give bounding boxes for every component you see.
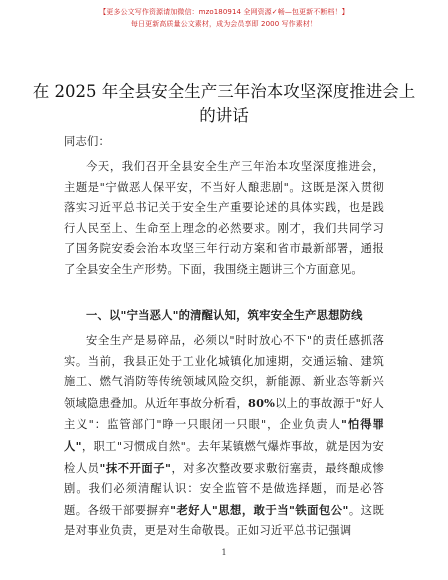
paragraph-text: ，职工"习惯成自然"。去年某镇燃气爆炸事故，就是因为安检人员	[64, 439, 384, 475]
paragraph-text: ，对多次整改要求敷衍塞责，最终酿成惨剧。我们必须清醒认识：安全监管不是做选择题，而是必答题。各级干部要摒弃	[64, 461, 384, 517]
document-title: 在 2025 年全县安全生产三年治本攻坚深度推进会上的讲话	[32, 82, 416, 125]
paragraph-text: 安全生产是易碎品，必须以"时时放心不下"的责任感抓落实。当前，我县正处于工业化城镇化加速期，交通运输、建筑施工、燃气消防等传统领域风险交织，新能源、新业态等新兴领域隐患叠加。从近年事故分析看，	[64, 334, 384, 410]
page-number: 1	[221, 548, 227, 557]
promo-banner	[0, 6, 448, 30]
paragraph-text: 。这既是对事业负责，更是对生命敬畏。正如习近平总书记强调	[64, 503, 384, 538]
section-heading-1-text: 一、以"宁当恶人"的清醒认知，筑牢安全生产思想防线	[86, 308, 363, 322]
promo-banner-line-2: 每日更新高质量公文素材，成为会员享即 2000 写作素材！	[130, 20, 318, 28]
paragraph-intro: 今天，我们召开全县安全生产三年治本攻坚深度推进会，主题是"宁做恶人保平安，不当好人酿悲剧"。这既是深入贯彻落实习近平总书记关于安全生产重要论述的具体实践，也是践行人民至上、生命至上理念的必然要求。刚才，我们共同学习了国务院安委会治本攻坚三年行动方案和省市最新部署，通报了全县安全生产形势。下面，我围绕主题讲三个方面意见。	[64, 160, 384, 276]
paragraph-section-1	[64, 331, 384, 542]
emphasis-text: "抹不开面子"	[99, 460, 172, 475]
section-heading-1	[64, 305, 384, 327]
promo-banner-line-1: 【更多公文写作资源请加微信：mzo180914 全网资源✓畅—包更新不断档！】	[99, 8, 349, 16]
salutation: 同志们：	[64, 135, 110, 148]
emphasis-text: "怕得罪人"	[64, 417, 384, 453]
emphasis-text: 80%	[248, 395, 276, 410]
paragraph-text: 以上的事故源于"好人主义"：监管部门"睁一只眼闭一只眼"，企业负责人	[64, 396, 385, 432]
emphasis-text: "老好人"思想，敢于当"铁面包公"	[170, 502, 349, 517]
